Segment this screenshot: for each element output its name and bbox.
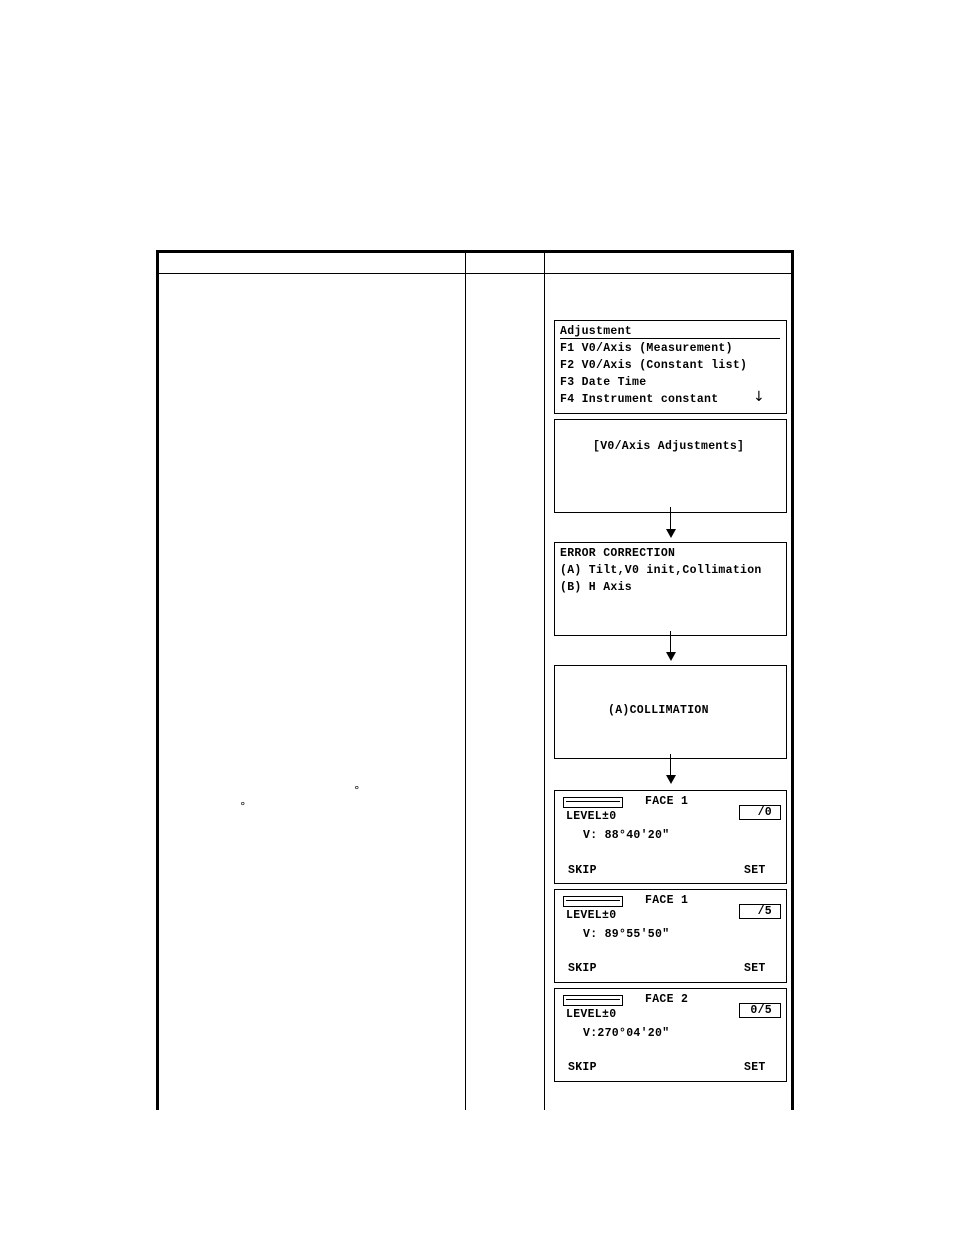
option-a[interactable]: (A) Tilt,V0 init,Collimation <box>560 564 762 577</box>
face-label: FACE 2 <box>645 993 689 1006</box>
skip-softkey[interactable]: SKIP <box>568 1061 597 1074</box>
flow-arrow-line <box>670 631 671 653</box>
measurement-count: /5 <box>739 904 781 919</box>
face-label: FACE 1 <box>645 795 689 808</box>
flow-arrow-head <box>666 652 676 661</box>
flow-arrow-line <box>670 754 671 776</box>
measurement-count: /0 <box>739 805 781 820</box>
level-bar <box>563 896 623 907</box>
set-softkey[interactable]: SET <box>744 864 766 877</box>
measurement-count: 0/5 <box>739 1003 781 1018</box>
column-divider-2 <box>544 253 545 1110</box>
menu-item-f2[interactable]: F2 V0/Axis (Constant list) <box>560 359 748 372</box>
level-label: LEVEL±0 <box>566 1008 617 1021</box>
error-title: ERROR CORRECTION <box>560 547 676 560</box>
face-screen-3 <box>554 988 787 1082</box>
vertical-angle: V: 88°40'20" <box>583 829 670 842</box>
face-screen-2 <box>554 889 787 983</box>
collimation-screen <box>554 665 787 759</box>
set-softkey[interactable]: SET <box>744 962 766 975</box>
skip-softkey[interactable]: SKIP <box>568 864 597 877</box>
option-b[interactable]: (B) H Axis <box>560 581 633 594</box>
menu-title: Adjustment <box>560 325 780 339</box>
level-bar <box>563 797 623 808</box>
level-label: LEVEL±0 <box>566 810 617 823</box>
menu-item-f1[interactable]: F1 V0/Axis (Measurement) <box>560 342 733 355</box>
skip-softkey[interactable]: SKIP <box>568 962 597 975</box>
table-header-divider <box>159 273 791 274</box>
v0-axis-label: [V0/Axis Adjustments] <box>593 440 745 453</box>
degree-mark: ° <box>240 800 246 813</box>
vertical-angle: V: 89°55'50" <box>583 928 670 941</box>
vertical-angle: V:270°04'20" <box>583 1027 670 1040</box>
column-divider-1 <box>465 253 466 1110</box>
scroll-down-arrow-icon: ↓ <box>753 389 766 405</box>
flow-arrow-head <box>666 775 676 784</box>
menu-item-f3[interactable]: F3 Date Time <box>560 376 647 389</box>
v0-axis-screen <box>554 419 787 513</box>
face-screen-1 <box>554 790 787 884</box>
set-softkey[interactable]: SET <box>744 1061 766 1074</box>
collimation-label: (A)COLLIMATION <box>608 704 709 717</box>
adjustment-menu-screen <box>554 320 787 414</box>
level-bar <box>563 995 623 1006</box>
flow-arrow-line <box>670 507 671 529</box>
degree-mark: ° <box>354 784 360 797</box>
flow-arrow-head <box>666 529 676 538</box>
face-label: FACE 1 <box>645 894 689 907</box>
error-correction-screen <box>554 542 787 636</box>
level-label: LEVEL±0 <box>566 909 617 922</box>
menu-item-f4[interactable]: F4 Instrument constant <box>560 393 719 406</box>
